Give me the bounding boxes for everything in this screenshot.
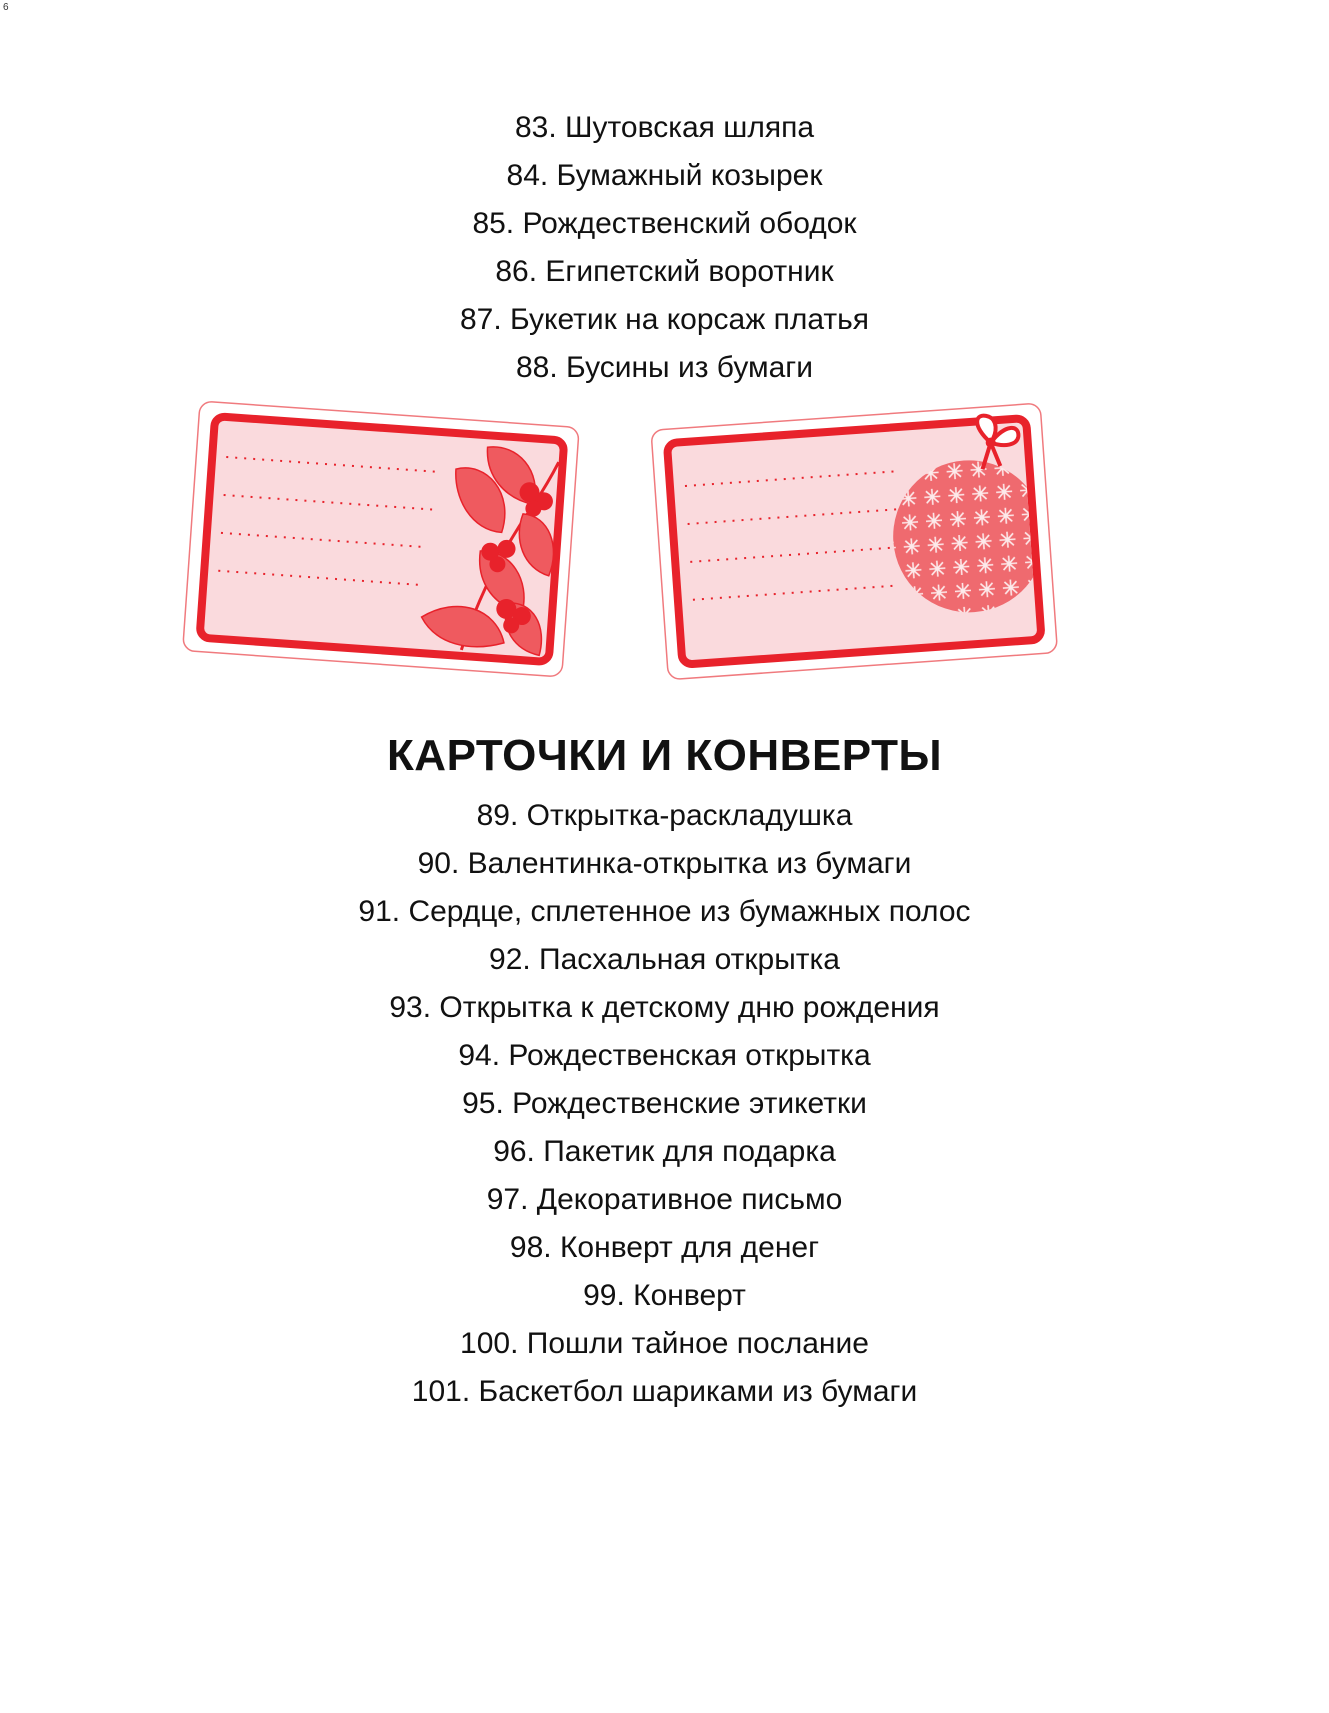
page-number: 6: [3, 2, 9, 13]
toc-item[interactable]: 97. Декоративное письмо: [486, 1183, 843, 1216]
toc-item[interactable]: 96. Пакетик для подарка: [493, 1135, 836, 1168]
toc-item[interactable]: 93. Открытка к детскому дню рождения: [389, 991, 940, 1024]
toc-item[interactable]: 101. Баскетбол шариками из бумаги: [411, 1375, 918, 1408]
toc-item[interactable]: 90. Валентинка-открытка из бумаги: [417, 847, 912, 880]
toc-item[interactable]: 99. Конверт: [583, 1279, 746, 1312]
toc-item[interactable]: 95. Рождественские этикетки: [462, 1087, 867, 1120]
toc-item[interactable]: 87. Букетик на корсаж платья: [459, 303, 870, 336]
toc-item[interactable]: 89. Открытка-раскладушка: [476, 799, 853, 832]
section-heading: КАРТОЧКИ И КОНВЕРТЫ: [386, 731, 943, 780]
toc-item[interactable]: 94. Рождественская открытка: [458, 1039, 871, 1072]
toc-item[interactable]: 100. Пошли тайное послание: [460, 1327, 869, 1360]
toc-item[interactable]: 86. Египетский воротник: [495, 255, 834, 288]
toc-item[interactable]: 98. Конверт для денег: [509, 1231, 820, 1264]
toc-item[interactable]: 91. Сердце, сплетенное из бумажных полос: [358, 895, 971, 928]
right-gift-tag: [651, 403, 1057, 680]
toc-list-bottom: [0, 792, 1329, 1416]
toc-item[interactable]: 83. Шутовская шляпа: [514, 111, 815, 144]
toc-item[interactable]: 92. Пасхальная открытка: [489, 943, 840, 976]
toc-item[interactable]: 85. Рождественский ободок: [472, 207, 857, 240]
left-gift-tag: [183, 401, 580, 677]
toc-item[interactable]: 84. Бумажный козырек: [506, 159, 823, 192]
toc-list-top: [0, 104, 1329, 392]
toc-item[interactable]: 88. Бусины из бумаги: [516, 351, 813, 384]
gift-tags-illustration: [180, 394, 1160, 710]
